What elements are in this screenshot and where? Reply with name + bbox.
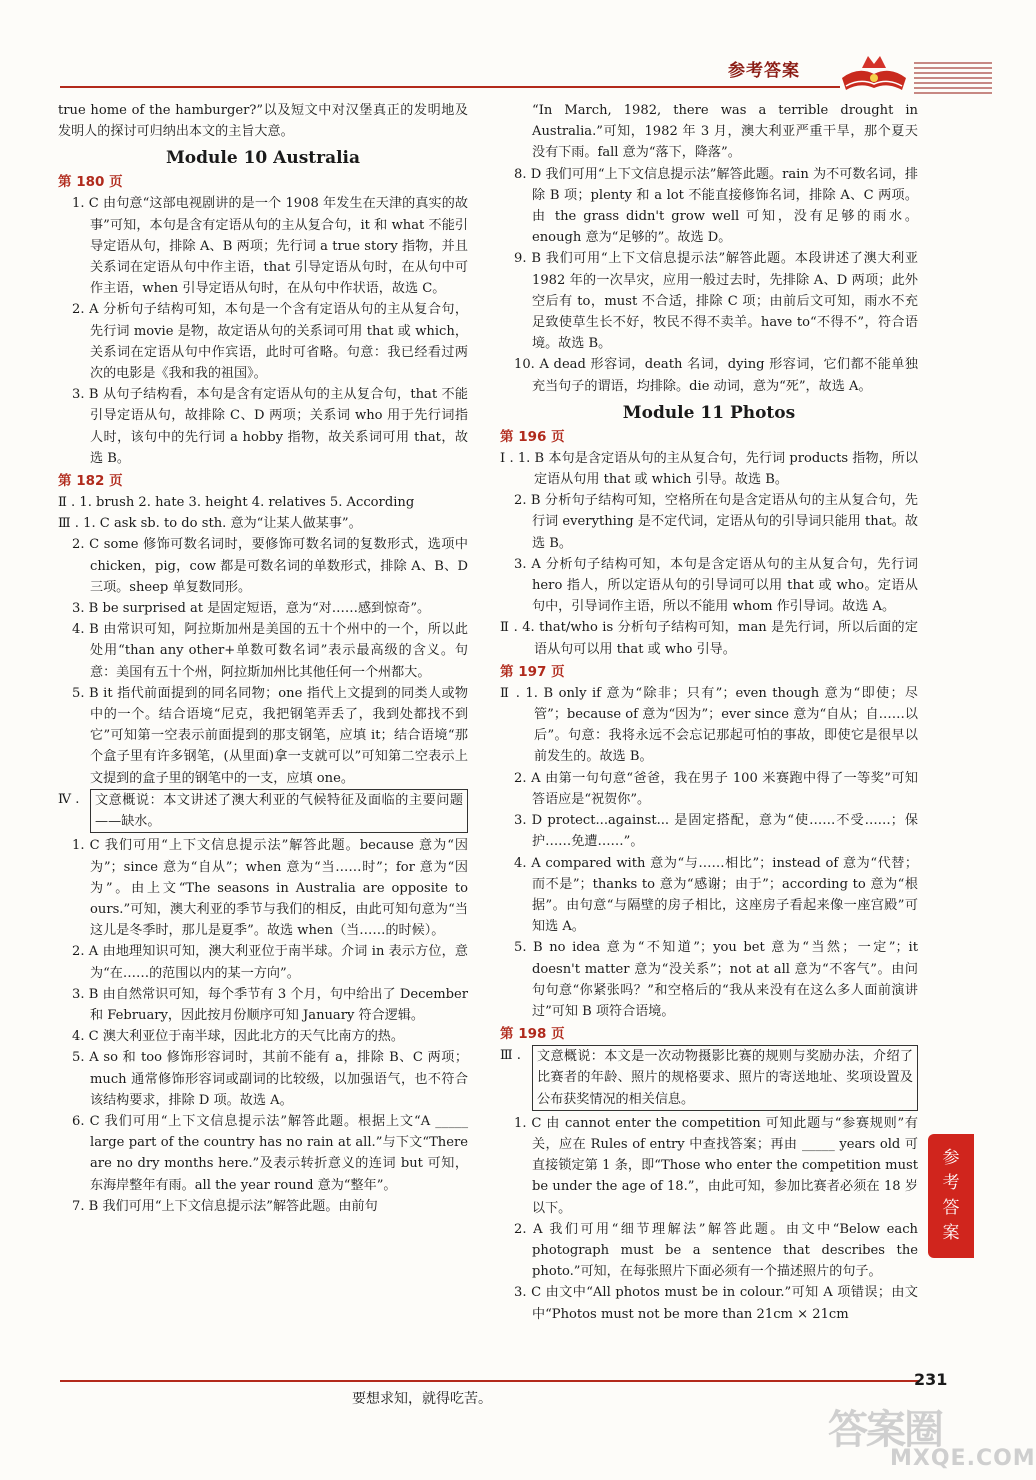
answer-paragraph: 1. C 由 cannot enter the competition 可知此题与“参赛规则”有关，应在 Rules of entry 中查找答案；再由 _____ years old 可直接锁定第 1 条，即“Those who enter the competition must be under the age of 18.”，由此可知，参加比赛者必须在 18 岁以下。 xyxy=(514,1115,918,1216)
answer-paragraph: 2. A 分析句子结构可知，本句是一个含有定语从句的主从复合句，先行词 movie 是物，故定语从句的关系词可用 that 或 which，关系词在定语从句中作宾语，此时可省略。句意：我已经看过两次的电影是《我和我的祖国》。 xyxy=(72,302,468,382)
watermark-url: MXQE.COM xyxy=(890,1446,1036,1471)
page-ref-heading: 第 198 页 xyxy=(500,1026,565,1043)
answer-paragraph: 6. C 我们可用“上下文信息提示法”解答此题。根据上文“A _____ large part of the country has no rain at all.”与下文“There are no dry months here.”及表示转折意义的连词 but 可知，东海岸整年有雨。all the year round 意为“整年”。 xyxy=(72,1113,468,1193)
answer-paragraph: 5. B it 指代前面提到的同名同物；one 指代上文提到的同类人或物中的一个。结合语境“尼克，我把钢笔弄丢了，我到处都找不到它”可知第一空表示前面提到的那支钢笔，应填 it；结合语境“那个盒子里有许多钢笔，(从里面)拿一支就可以”可知第二空表示上文提到的盒子里的钢笔中的一支，应填 one。 xyxy=(72,685,468,786)
answer-paragraph: 4. A compared with 意为“与……相比”；instead of 意为“代替；而不是”；thanks to 意为“感谢；由于”；according to 意为“根据”。由句意“与隔壁的房子相比，这座房子看起来像一座宫殿”可知选 A。 xyxy=(514,855,918,935)
answer-paragraph: 5. B no idea 意为“不知道”；you bet 意为“当然；一定”；it doesn't matter 意为“没关系”；not at all 意为“不客气”。由问句句意“你紧张吗？”和空格后的“我从来没有在这么多人面前演讲过”可知 B 项符合语境。 xyxy=(514,940,918,1019)
summary-box: 文意概说：本文讲述了澳大利亚的气候特征及面临的主要问题——缺水。 xyxy=(90,789,468,833)
right-column xyxy=(500,100,918,1325)
answer-paragraph: 1. C 由句意“这部电视剧讲的是一个 1908 年发生在天津的真实的故事”可知，本句是含有定语从句的主从复合句，it 和 what 不能引导定语从句，排除 A、B 两项；先行词 a true story 指物，并且关系词在定语从句中作主语，that 引导定语从句时，在从句中可作主语，when 引导定语从句时，在从句中作状语，故选 C。 xyxy=(72,196,468,297)
page-header xyxy=(0,0,1000,95)
answer-paragraph: Ⅱ . 1. brush 2. hate 3. height 4. relatives 5. According xyxy=(58,495,415,511)
answer-paragraph: 8. D 我们可用“上下文信息提示法”解答此题。rain 为不可数名词，排除 B 项；plenty 和 a lot 不能直接修饰名词，排除 A、C 两项。由 the grass didn't grow well 可知，没有足够的雨水。enough 意为“足够的”。故选 D。 xyxy=(514,166,918,246)
module-heading: Module 11 Photos xyxy=(622,402,796,423)
answer-paragraph: 4. C 澳大利亚位于南半球，因此北方的天气比南方的热。 xyxy=(72,1029,404,1045)
side-tab xyxy=(928,1134,974,1258)
summary-box: 文意概说：本文是一次动物摄影比赛的规则与奖励办法，介绍了比赛者的年龄、照片的规格要求、照片的寄送地址、奖项设置及公布获奖情况的相关信息。 xyxy=(532,1045,918,1111)
answer-paragraph: 9. B 我们可用“上下文信息提示法”解答此题。本段讲述了澳大利亚 1982 年的一次旱灾，应用一般过去时，先排除 A、D 两项；此外空后有 to，must 不合适，排除 C 项；由前后文可知，雨水不充足致使草生长不好，牧民不得不卖羊。have to“不得不”，符合语境。故选 B。 xyxy=(514,251,918,352)
answer-paragraph: 3. C 由文中“All photos must be in colour.”可知 A 项错误；由文中“Photos must not be more than 21cm × 21cm xyxy=(514,1285,918,1322)
section-numeral: Ⅲ . xyxy=(500,1048,521,1064)
page-ref-heading: 第 180 页 xyxy=(58,174,123,191)
answer-paragraph: 3. B 从句子结构看，本句是含有定语从句的主从复合句，that 不能引导定语从句，故排除 C、D 两项；关系词 who 用于先行词指人时，该句中的先行词 a hobby 指物，故关系词可用 that，故选 B。 xyxy=(72,387,468,466)
module-heading: Module 10 Australia xyxy=(165,148,361,169)
footer-rule xyxy=(60,1380,920,1382)
answer-paragraph: 2. C some 修饰可数名词时，要修饰可数名词的复数形式，选项中 chicken，pig，cow 都是可数名词的单数形式，排除 A、B、D 三项。sheep 单复数同形。 xyxy=(72,537,468,595)
answer-paragraph: 1. C 我们可用“上下文信息提示法”解答此题。because 意为“因为”；since 意为“自从”；when 意为“当……时”；for 意为“因为”。由上文“The seasons in Australia are opposite to ours.”可知，澳大利亚的季节与我们的相反，由此可知句意为“当这儿是冬季时，那儿是夏季”。故选 when（当……的时候）。 xyxy=(72,838,468,939)
summary-block xyxy=(58,789,468,835)
header-title: 参考答案 xyxy=(728,61,800,81)
answer-paragraph: 2. A 我们可用“细节理解法”解答此题。由文中“Below each photograph must be a sentence that describes the photo.”可知，在每张照片下面必须有一个描述照片的句子。 xyxy=(514,1221,918,1280)
section-numeral: Ⅳ . xyxy=(58,791,80,807)
answer-paragraph: Ⅰ . 1. B 本句是含定语从句的主从复合句，先行词 products 指物，所以定语从句用 that 或 which 引导。故选 B。 xyxy=(500,450,918,488)
answer-paragraph: 3. B be surprised at 是固定短语，意为“对……感到惊奇”。 xyxy=(72,601,431,617)
answer-paragraph: 2. A 由第一句句意“爸爸，我在男子 100 米赛跑中得了一等奖”可知答语应是“祝贺你”。 xyxy=(514,770,918,807)
page-ref-heading: 第 196 页 xyxy=(500,428,565,445)
book-emblem-icon xyxy=(838,48,910,96)
answer-paragraph: true home of the hamburger?”以及短文中对汉堡真正的发明地及发明人的探讨可归纳出本文的主旨大意。 xyxy=(58,103,468,140)
side-tab-label: 参考答案 xyxy=(942,1148,960,1243)
page-ref-heading: 第 182 页 xyxy=(58,473,123,490)
answer-paragraph: 2. A 由地理知识可知，澳大利亚位于南半球。介词 in 表示方位，意为“在……的范围以内的某一方向”。 xyxy=(72,944,468,981)
summary-block xyxy=(500,1045,918,1113)
answer-paragraph: 3. D protect...against... 是固定搭配，意为“使……不受……；保护……免遭……”。 xyxy=(514,813,918,850)
answer-paragraph: Ⅱ . 4. that/who is 分析句子结构可知，man 是先行词，所以后面的定语从句可以用 that 或 who 引导。 xyxy=(500,620,918,657)
answer-paragraph: 4. B 由常识可知，阿拉斯加州是美国的五十个州中的一个，所以此处用“than any other+单数可数名词”表示最高级的含义。句意：美国有五十个州，阿拉斯加州比其他任何一个州都大。 xyxy=(72,622,468,680)
answer-paragraph: 5. A so 和 too 修饰形容词时，其前不能有 a，排除 B、C 两项；much 通常修饰形容词或副词的比较级，以加强语气，也不符合该结构要求，排除 D 项。故选 A。 xyxy=(72,1050,468,1108)
answer-paragraph: “In March, 1982, there was a terrible drought in Australia.”可知，1982 年 3 月，澳大利亚严重干旱，那个夏天没有下雨。fall 意为“落下，降落”。 xyxy=(532,103,918,161)
answer-paragraph: 3. A 分析句子结构可知，本句是含定语从句的主从复合句，先行词 hero 指人，所以定语从句的引导词可以用 that 或 who。定语从句中，引导词作主语，所以不能用 whom 作引导词。故选 A。 xyxy=(514,556,918,615)
answer-paragraph: Ⅱ . 1. B only if 意为“除非；只有”；even though 意为“即使；尽管”；because of 意为“因为”；ever since 意为“自从；自……以后”。句意：我将永远不会忘记那起可怕的事故，即使它是很早以前发生的。故选 B。 xyxy=(500,685,918,765)
answer-paragraph: 7. B 我们可用“上下文信息提示法”解答此题。由前句 xyxy=(72,1198,378,1214)
answer-paragraph: 2. B 分析句子结构可知，空格所在句是含定语从句的主从复合句，先行词 everything 是不定代词，定语从句的引导词只能用 that。故选 B。 xyxy=(514,493,918,551)
answer-paragraph: 3. B 由自然常识可知，每个季节有 3 个月，句中给出了 December 和 February，因此按月份顺序可知 January 符合逻辑。 xyxy=(72,986,468,1023)
watermark xyxy=(818,1398,1036,1480)
page-number: 231 xyxy=(914,1370,948,1389)
watermark-logo-text: 答案圈 xyxy=(828,1407,942,1453)
answer-paragraph: 10. A dead 形容词，death 名词，dying 形容词，它们都不能单独充当句子的谓语，均排除。die 动词，意为“死”，故选 A。 xyxy=(514,357,918,394)
left-column xyxy=(58,100,468,1217)
page-ref-heading: 第 197 页 xyxy=(500,663,565,680)
answer-paragraph: Ⅲ . 1. C ask sb. to do sth. 意为“让某人做某事”。 xyxy=(58,516,362,532)
header-rule xyxy=(60,86,840,88)
footer-motto: 要想求知，就得吃苦。 xyxy=(352,1391,492,1407)
header-stripes xyxy=(914,62,992,94)
